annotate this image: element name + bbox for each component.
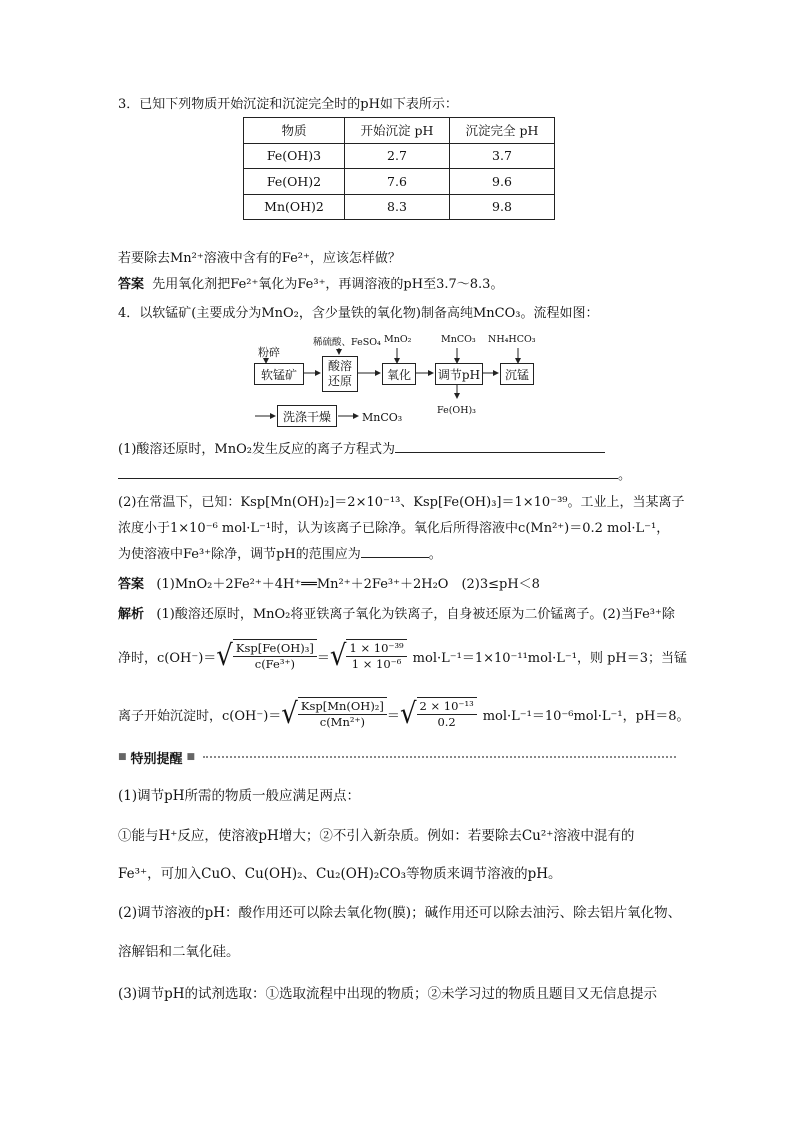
table-cell: 8.3 (345, 194, 450, 220)
tip-header (118, 750, 676, 767)
flow-box-ore: 软锰矿 (254, 363, 304, 385)
table-cell: Fe(OH)2 (244, 169, 345, 195)
tip-line-1: (1)调节pH所需的物质一般应满足两点： (118, 788, 361, 804)
q3-stem: 3．已知下列物质开始沉淀和沉淀完全时的pH如下表所示： (118, 97, 458, 112)
flow-box-acid-line2: 还原 (327, 374, 352, 388)
flow-box-acid-line1: 酸溶 (327, 359, 352, 373)
flow-box-oxidize: 氧化 (382, 363, 416, 385)
q4-part2-ksp1: Ksp[Mn(OH)₂]＝2×10⁻¹³、 (240, 495, 414, 510)
table-row (244, 169, 555, 195)
tip-line-4: (2)调节溶液的pH：酸作用还可以除去氧化物(膜)；碱作用还可以除去油污、除去铝片氧化物、 (118, 905, 682, 921)
answer-text: (1)MnO₂＋2Fe²⁺＋4H⁺══Mn²⁺＋2Fe³⁺＋2H₂O (2)3≤pH＜8 (156, 577, 540, 592)
table-row (244, 194, 555, 220)
table-header-cell: 沉淀完全 pH (450, 118, 555, 144)
flow-label-mnco3: MnCO₃ (441, 334, 476, 345)
bullet-icon: ■ (186, 752, 196, 762)
flow-box-precipitate: 沉锰 (500, 363, 534, 385)
fraction-denominator: 0.2 (437, 715, 456, 729)
table-header-cell: 物质 (244, 118, 345, 144)
tip-line-2: ①能与H⁺反应，使溶液pH增大；②不引入新杂质。例如：若要除去Cu²⁺溶液中混有的 (118, 828, 635, 844)
q4-part2-a: (2)在常温下，已知： (118, 495, 241, 510)
formula-suffix: mol·L⁻¹＝10⁻⁶mol·L⁻¹，pH＝8。 (482, 708, 690, 724)
q4-answer (118, 576, 540, 594)
flow-box-adjust-ph: 调节pH (435, 363, 483, 385)
answer-text: 先用氧化剂把Fe²⁺氧化为Fe³⁺，再调溶液的pH至3.7～8.3。 (152, 277, 504, 292)
sqrt-expression: √ $\frac{\text{1 × 10⁻³⁹}}{\text{1 × 10⁻⁶}}$ (330, 639, 407, 673)
equals-sign: ＝ (316, 650, 330, 666)
formula-prefix: 离子开始沉淀时，c(OH⁻)＝ (118, 708, 282, 724)
q4-part1 (118, 441, 605, 459)
answer-label: 答案 (118, 277, 145, 292)
q3-question: 若要除去Mn²⁺溶液中含有的Fe²⁺，应该怎样做？ (118, 251, 401, 266)
equals-sign: ＝ (386, 708, 400, 724)
table-cell: 7.6 (345, 169, 450, 195)
fraction-numerator: Ksp[Fe(OH)₃] (233, 641, 317, 657)
q4-part2-line1 (118, 494, 685, 512)
fraction-denominator: c(Mn²⁺) (319, 715, 366, 729)
table-cell: 3.7 (450, 143, 555, 169)
q4-explanation-line2 (118, 636, 687, 676)
table-cell: Fe(OH)3 (244, 143, 345, 169)
fraction-numerator: 2 × 10⁻¹³ (417, 699, 477, 715)
fraction-denominator: c(Fe³⁺) (254, 657, 295, 671)
flow-label-mno2: MnO₂ (384, 334, 412, 345)
q4-stem: 4．以软锰矿(主要成分为MnO₂，含少量铁的氧化物)制备高纯MnCO₃。流程如图： (118, 306, 599, 321)
answer-blank (118, 478, 618, 479)
q4-part1-cont (118, 467, 631, 485)
explanation-label: 解析 (118, 607, 145, 622)
table-row (244, 143, 555, 169)
table-cell: 9.8 (450, 194, 555, 220)
tip-line-6: (3)调节pH的试剂选取：①选取流程中出现的物质；②未学习过的物质且题目又无信息提示 (118, 986, 658, 1002)
flow-label-product: MnCO₃ (362, 411, 403, 424)
table-cell: 2.7 (345, 143, 450, 169)
fraction-denominator: 1 × 10⁻⁶ (351, 657, 402, 671)
fraction-numerator: 1 × 10⁻³⁹ (346, 641, 406, 657)
formula-prefix: 净时，c(OH⁻)＝ (118, 650, 217, 666)
fraction-numerator: Ksp[Mn(OH)₂] (298, 699, 387, 715)
tip-title: 特别提醒 (130, 751, 183, 767)
table-cell: Mn(OH)2 (244, 194, 345, 220)
q4-part2-ksp2: Ksp[Fe(OH)₃]＝1×10⁻³⁹。工业上，当某离子 (413, 495, 685, 510)
bullet-icon: ■ (118, 752, 127, 762)
sqrt-expression: √ $\frac{\text{Ksp[Fe(OH)₃]}}{\text{c(Fe³⁺)}}$ (216, 639, 317, 673)
flow-label-nh4hco3: NH₄HCO₃ (488, 334, 536, 345)
q4-part2-line2: 浓度小于1×10⁻⁶ mol·L⁻¹时，认为该离子已除净。氧化后所得溶液中c(Mn²⁺)＝0.2 mol·L⁻¹， (118, 521, 670, 536)
answer-blank (395, 452, 605, 453)
answer-blank (361, 557, 429, 558)
q4-part2-c: 为使溶液中Fe³⁺除净，调节pH的范围应为 (118, 547, 361, 562)
divider (203, 756, 676, 758)
sqrt-expression: √ $\frac{\text{2 × 10⁻¹³}}{0.2}$ (400, 697, 477, 731)
q4-part2-line3 (118, 546, 442, 564)
table-cell: 9.6 (450, 169, 555, 195)
q4-part1-end: 。 (618, 468, 632, 483)
table-header-cell: 开始沉淀 pH (345, 118, 450, 144)
answer-label: 答案 (118, 577, 145, 592)
formula-suffix: mol·L⁻¹＝1×10⁻¹¹mol·L⁻¹，则 pH＝3；当锰 (412, 650, 688, 666)
flow-box-wash-dry: 洗涤干燥 (277, 405, 337, 427)
sqrt-expression: √ $\frac{\text{Ksp[Mn(OH)₂]}}{\text{c(Mn²⁺)}}$ (281, 697, 387, 731)
tip-line-5: 溶解铝和二氧化硅。 (118, 944, 240, 960)
flow-label-crush: 粉碎 (258, 346, 280, 359)
q4-explanation-line1 (118, 606, 675, 624)
ph-table (243, 117, 555, 220)
q3-answer (118, 276, 503, 294)
explanation-text: (1)酸溶还原时，MnO₂将亚铁离子氧化为铁离子，自身被还原为二价锰离子。(2)当Fe³⁺除 (156, 607, 675, 622)
flow-label-acid: 稀硫酸、FeSO₄ (313, 337, 381, 348)
q4-explanation-line3 (118, 694, 690, 734)
table-header-row (244, 118, 555, 144)
flow-box-acid (322, 356, 358, 392)
q4-part1-text: (1)酸溶还原时，MnO₂发生反应的离子方程式为 (118, 442, 395, 457)
q4-part2-c-end: 。 (428, 547, 442, 562)
flow-label-feoh3: Fe(OH)₃ (437, 405, 476, 416)
tip-line-3: Fe³⁺，可加入CuO、Cu(OH)₂、Cu₂(OH)₂CO₃等物质来调节溶液的pH。 (118, 866, 562, 882)
